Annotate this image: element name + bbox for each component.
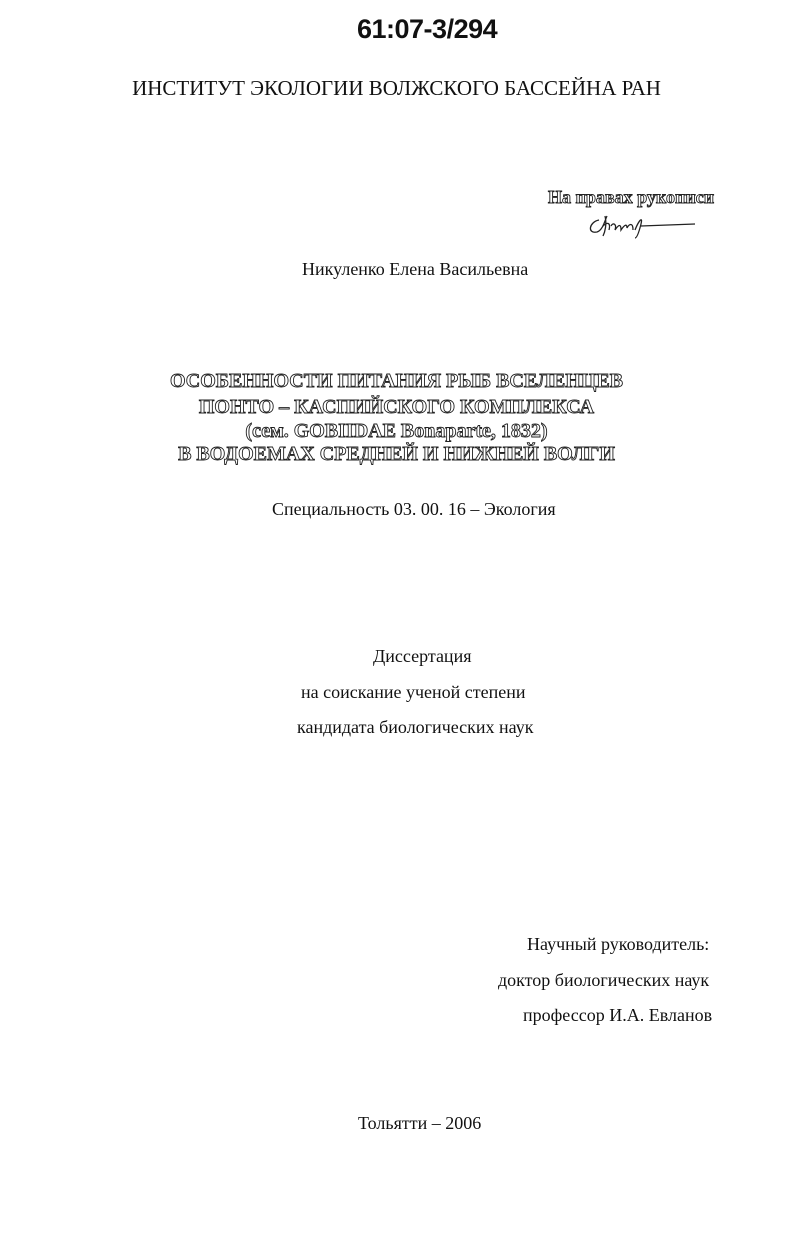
catalog-code: 61:07-3/294 xyxy=(357,14,498,44)
degree-line-2: на соискание ученой степени xyxy=(301,682,526,702)
rights-note: На правах рукописи xyxy=(548,187,715,207)
advisor-line-3: профессор И.А. Евланов xyxy=(523,1005,713,1025)
degree-line-3: кандидата биологических наук xyxy=(297,717,534,737)
advisor-line-1: Научный руководитель: xyxy=(527,934,710,954)
place-year: Тольятти – 2006 xyxy=(358,1113,482,1133)
title-line-2: ПОНТО – КАСПИЙСКОГО КОМПЛЕКСА xyxy=(198,396,595,418)
author-signature xyxy=(585,212,700,245)
advisor-line-2: доктор биологических наук xyxy=(498,970,710,990)
degree-line-1: Диссертация xyxy=(373,646,472,666)
specialty: Специальность 03. 00. 16 – Экология xyxy=(272,499,556,519)
author-name: Никуленко Елена Васильевна xyxy=(302,259,529,279)
title-line-1: ОСОБЕННОСТИ ПИТАНИЯ РЫБ ВСЕЛЕНЦЕВ xyxy=(169,370,624,392)
institute-name: ИНСТИТУТ ЭКОЛОГИИ ВОЛЖСКОГО БАССЕЙНА РАН xyxy=(132,76,661,100)
title-line-3: (сем. GOBIIDAE Bonaparte, 1832) xyxy=(245,420,548,442)
title-line-4: В ВОДОЕМАХ СРЕДНЕЙ И НИЖНЕЙ ВОЛГИ xyxy=(178,443,615,465)
